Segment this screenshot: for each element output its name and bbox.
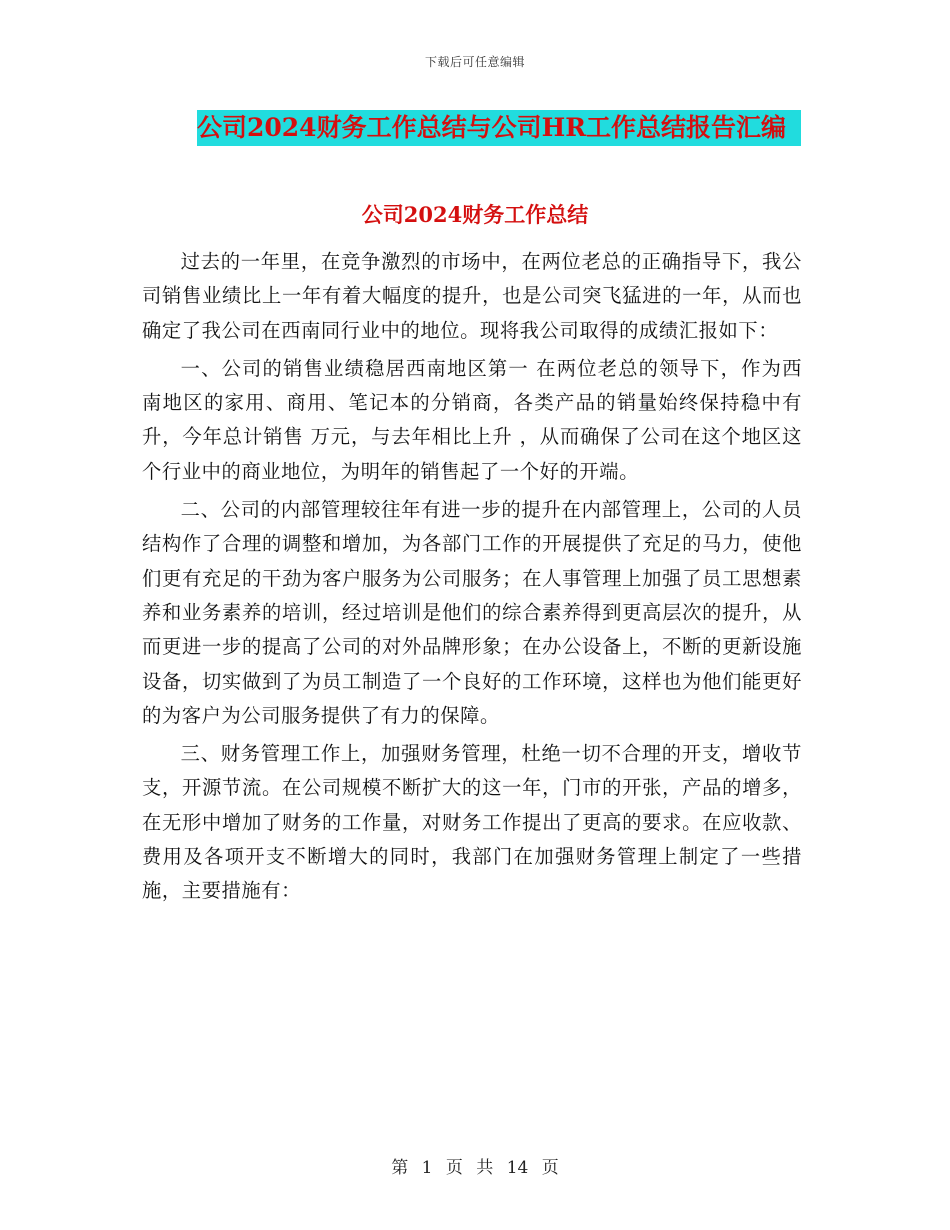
document-title: 公司2024财务工作总结与公司HR工作总结报告汇编 (197, 110, 801, 146)
paragraph-management: 二、公司的内部管理较往年有进一步的提升在内部管理上，公司的人员结构作了合理的调整和增加，为各部门工作的开展提供了充足的马力，使他们更有充足的干劲为客户服务为公司服务；在人事管理上加强了员工思想素养和业务素养的培训，经过培训是他们的综合素养得到更高层次的提升，从而更进一步的提高了公司的对外品牌形象；在办公设备上，不断的更新设施设备，切实做到了为员工制造了一个良好的工作环境，这样也为他们能更好的为客户为公司服务提供了有力的保障。 (142, 498, 802, 727)
paragraph-sales: 一、公司的销售业绩稳居西南地区第一 在两位老总的领导下，作为西南地区的家用、商用、笔记本的分销商，各类产品的销量始终保持稳中有升，今年总计销售 万元，与去年相比上升 ，从而确保了公司在这个地区这个行业中的商业地位，为明年的销售起了一个好的开端。 (142, 356, 802, 483)
header-note: 下载后可任意编辑 (424, 55, 525, 69)
page-footer: 第 1 页 共 14 页 (391, 1158, 559, 1178)
paragraph-finance: 三、财务管理工作上，加强财务管理，杜绝一切不合理的开支，增收节支，开源节流。在公司规模不断扩大的这一年，门市的开张，产品的增多，在无形中增加了财务的工作量，对财务工作提出了更高的要求。在应收款、费用及各项开支不断增大的同时，我部门在加强财务管理上制定了一些措施，主要措施有： (142, 742, 802, 903)
section-title: 公司2024财务工作总结 (361, 202, 589, 227)
paragraph-intro: 过去的一年里，在竞争激烈的市场中，在两位老总的正确指导下，我公司销售业绩比上一年有着大幅度的提升，也是公司突飞猛进的一年，从而也确定了我公司在西南同行业中的地位。现将我公司取得的成绩汇报如下： (142, 250, 802, 342)
document-body (142, 245, 802, 913)
